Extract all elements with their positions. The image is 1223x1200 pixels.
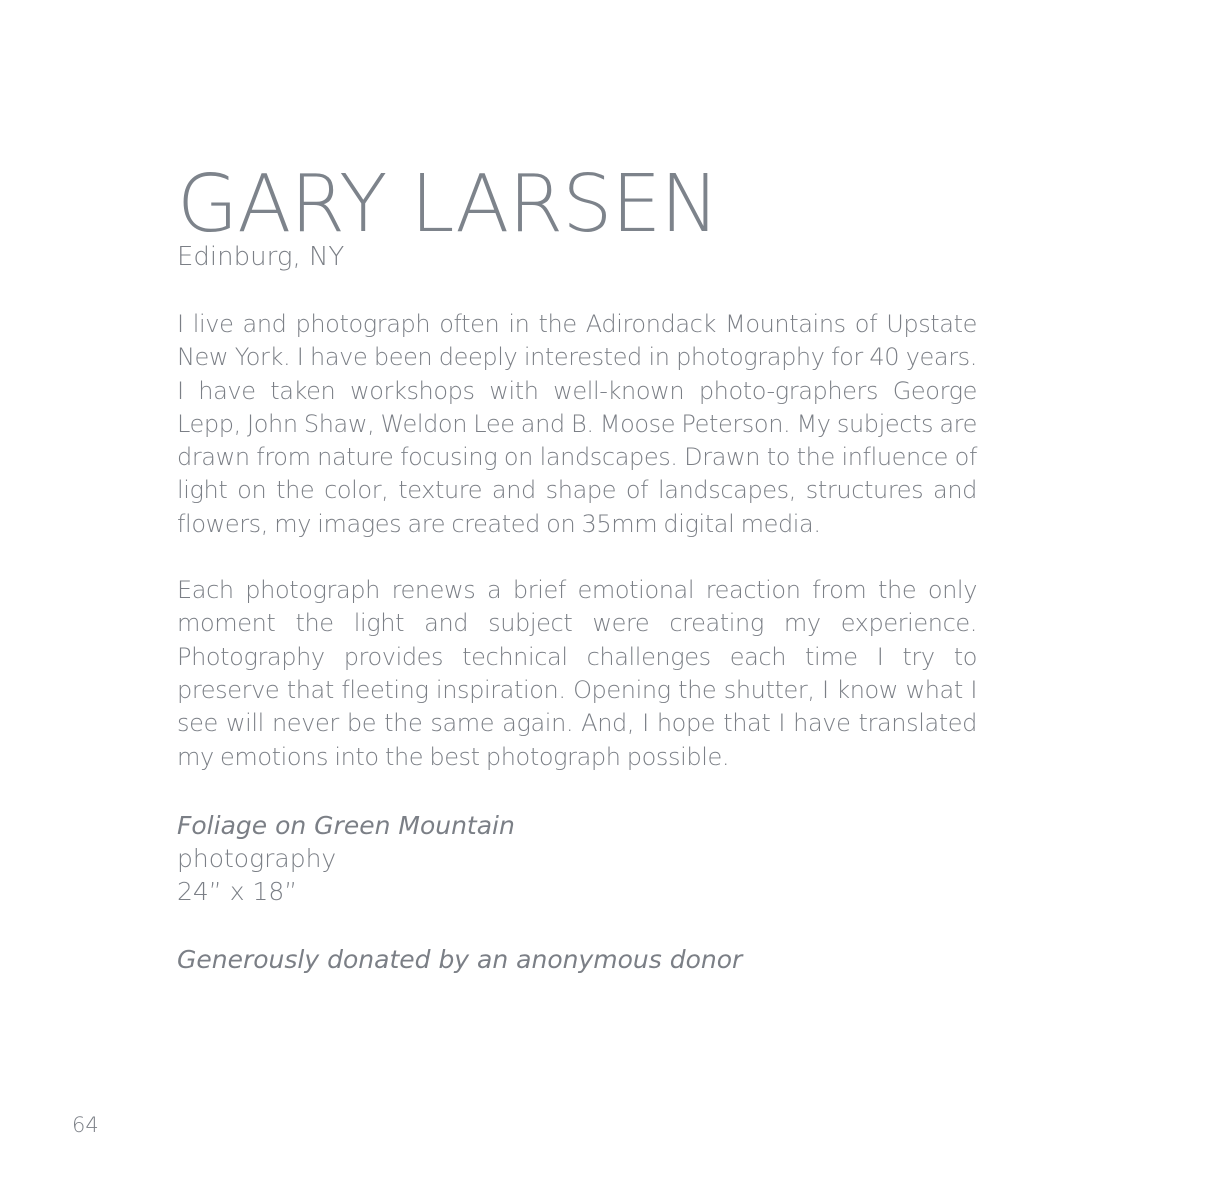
artwork-medium: photography bbox=[177, 843, 337, 873]
page-number: 64 bbox=[72, 1113, 99, 1137]
artist-location: Edinburg, NY bbox=[177, 242, 345, 272]
artwork-details bbox=[177, 809, 977, 908]
artwork-dimensions: 24” x 18” bbox=[177, 876, 298, 906]
statement-paragraph: I live and photograph often in the Adirondack Mountains of Upstate New York. I have been deeply interested in photography for 40 years. I have taken workshops with well-known photo-graphers George Lepp, John Shaw, Weldon Lee and B. Moose Peterson. My subjects are drawn from nature focusing on landscapes. Drawn to the influence of light on the color, texture and shape of landscapes, structures and flowers, my images are created on 35mm digital media. bbox=[177, 310, 977, 538]
donor-note: Generously donated by an anonymous donor bbox=[177, 944, 743, 974]
statement-paragraph: Each photograph renews a brief emotional reaction from the only moment the light and subject were creating my experience. Photography provides technical challenges each time I try to preserve that fleeting inspiration. Opening the shutter, I know what I see will never be the same again. And, I hope that I have translated my emotions into the best photograph possible. bbox=[177, 576, 977, 771]
artist-statement bbox=[177, 308, 977, 774]
artist-name: GARY LARSEN bbox=[177, 158, 719, 250]
artwork-title: Foliage on Green Mountain bbox=[177, 810, 515, 840]
artist-entry bbox=[177, 160, 977, 976]
